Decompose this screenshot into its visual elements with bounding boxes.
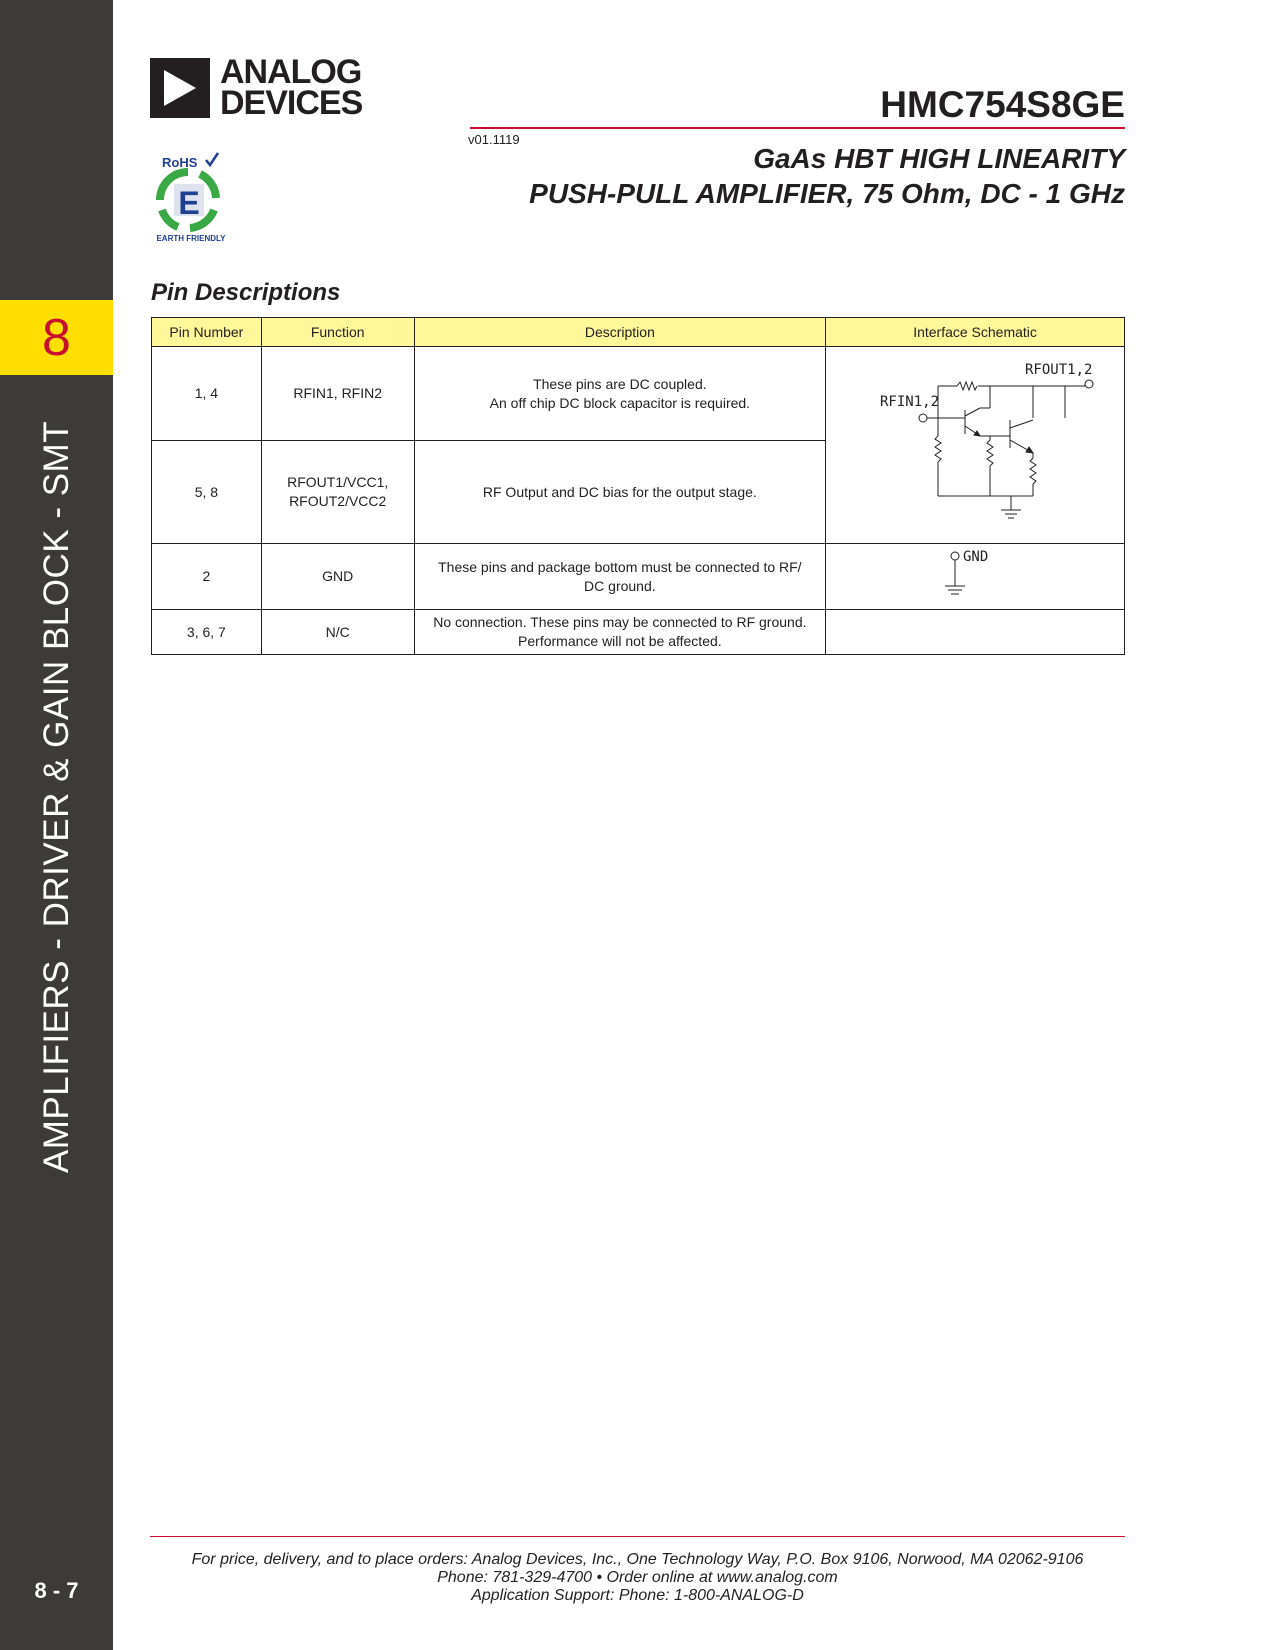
description-line: DC ground.: [584, 577, 656, 594]
section-category-title: AMPLIFIERS - DRIVER & GAIN BLOCK - SMT: [37, 420, 76, 1174]
footer: [150, 1551, 1125, 1605]
header-divider: [470, 127, 1125, 129]
rohs-caption: EARTH FRIENDLY: [156, 234, 226, 243]
rohs-letter: E: [178, 185, 200, 221]
part-number: HMC754S8GE: [880, 84, 1125, 125]
sidebar: [0, 0, 113, 1650]
table-row: [152, 610, 1125, 655]
table-row: [152, 544, 1125, 610]
rfout-label: RFOUT1,2: [1025, 361, 1093, 378]
rohs-label: RoHS: [162, 155, 198, 170]
pin-number-cell: 3, 6, 7: [152, 610, 262, 655]
gnd-schematic-diagram: [935, 546, 1015, 602]
product-subtitle: [529, 141, 1125, 211]
description-line: Performance will not be affected.: [518, 633, 722, 649]
pin-number-cell: 5, 8: [152, 441, 262, 544]
description-line: No connection. These pins may be connected to RF ground.: [433, 614, 807, 630]
rohs-earth-friendly-icon: [148, 150, 234, 245]
logo-line-1: ANALOG: [220, 53, 362, 91]
footer-line-2: Phone: 781-329-4700 • Order online at www.analog.com: [437, 1569, 838, 1586]
pin-number-cell: 1, 4: [152, 347, 262, 441]
function-line: RFOUT2/VCC2: [289, 493, 387, 509]
description-cell: [414, 544, 826, 610]
description-line: An off chip DC block capacitor is required.: [489, 394, 751, 411]
subtitle-line-2: PUSH-PULL AMPLIFIER, 75 Ohm, DC - 1 GHz: [529, 178, 1125, 209]
logo-line-2: DEVICES: [220, 84, 363, 122]
rfin-label: RFIN1,2: [880, 393, 940, 410]
version-label: v01.1119: [468, 132, 520, 147]
page-number: 8 - 7: [34, 1578, 79, 1603]
gnd-label: GND: [963, 549, 989, 565]
section-heading: Pin Descriptions: [151, 279, 341, 306]
logo-wordmark: [220, 53, 363, 122]
pin-number-cell: 2: [152, 544, 262, 610]
description-cell: [414, 610, 826, 655]
schematic-cell: [826, 347, 1125, 544]
schematic-cell: [826, 544, 1125, 610]
analog-devices-logo: [150, 53, 363, 122]
description-line: These pins and package bottom must be connected to RF/: [438, 558, 802, 575]
description-cell: RF Output and DC bias for the output stage.: [414, 441, 826, 544]
pin-descriptions-table: [151, 317, 1125, 655]
function-cell: RFIN1, RFIN2: [261, 347, 414, 441]
description-cell: [414, 347, 826, 441]
rf-amplifier-schematic-diagram: [845, 348, 1105, 538]
function-cell: [261, 441, 414, 544]
column-header: Function: [261, 318, 414, 347]
column-header: Interface Schematic: [826, 318, 1125, 347]
footer-line-3: Application Support: Phone: 1-800-ANALOG-D: [471, 1587, 804, 1604]
table-row: [152, 347, 1125, 441]
section-number-badge: 8: [0, 300, 113, 375]
function-cell: N/C: [261, 610, 414, 655]
footer-line-1: For price, delivery, and to place orders: Analog Devices, Inc., One Technology Way, P.O. Box 9106, Norwood, MA 02062-9106: [191, 1551, 1084, 1568]
footer-divider: [150, 1536, 1125, 1537]
subtitle-line-1: GaAs HBT HIGH LINEARITY: [753, 143, 1125, 174]
table-header-row: [152, 318, 1125, 347]
function-line: RFOUT1/VCC1,: [287, 474, 389, 490]
description-line: These pins are DC coupled.: [533, 375, 707, 392]
schematic-cell-empty: [826, 610, 1125, 655]
column-header: Description: [414, 318, 826, 347]
function-cell: GND: [261, 544, 414, 610]
column-header: Pin Number: [152, 318, 262, 347]
logo-triangle-icon: [150, 58, 210, 118]
